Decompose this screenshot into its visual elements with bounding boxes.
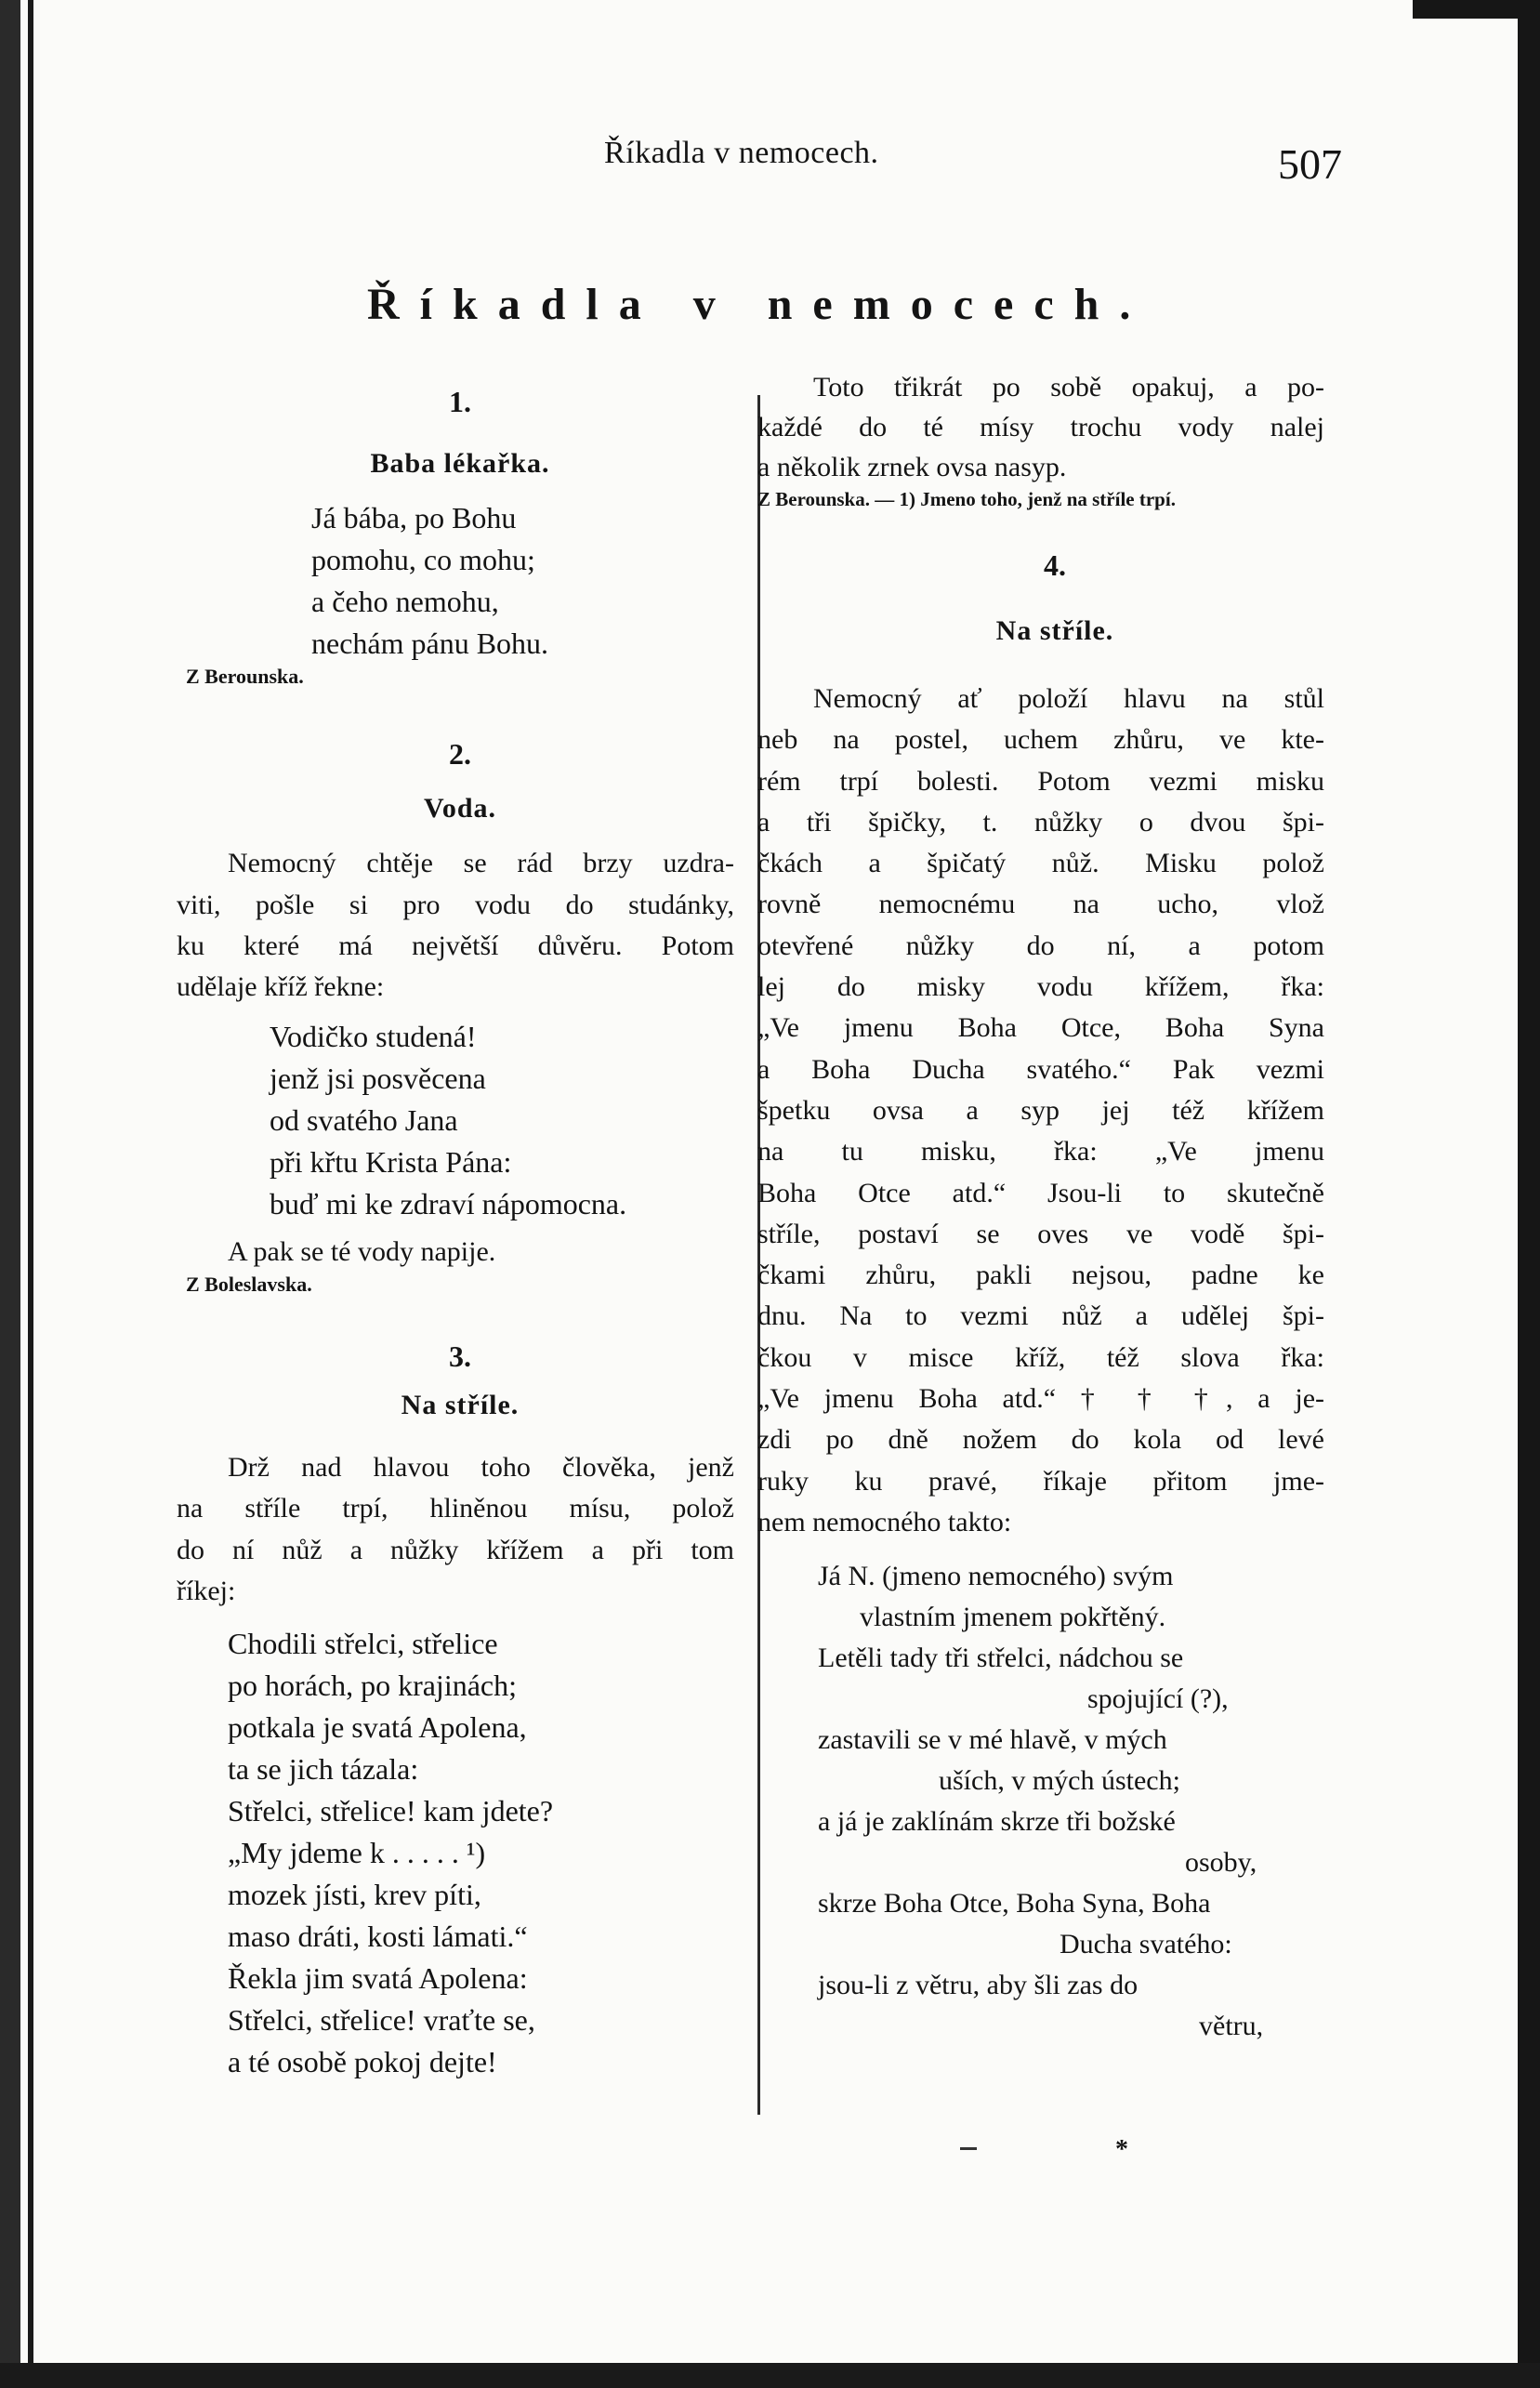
prose-line: na stříle trpí, hliněnou mísu, polož bbox=[177, 1493, 734, 1524]
prose-line: neb na postel, uchem zhůru, ve kte- bbox=[757, 724, 1324, 756]
scan-top-corner bbox=[1413, 0, 1540, 19]
right-column bbox=[757, 367, 1338, 2047]
prose-line: dnu. Na to vezmi nůž a udělej špi- bbox=[757, 1300, 1324, 1332]
section-number-1: 1. bbox=[449, 385, 471, 418]
prose-line: špetku ovsa a syp jej též křížem bbox=[757, 1094, 1324, 1126]
section-number-3: 3. bbox=[449, 1339, 471, 1373]
verse-line: uších, v mých ústech; bbox=[939, 1765, 1180, 1797]
verse-line: nechám pánu Bohu. bbox=[311, 627, 549, 660]
verse-line: Ducha svatého: bbox=[1060, 1929, 1232, 1960]
prose-line: a Boha Ducha svatého.“ Pak vezmi bbox=[757, 1053, 1324, 1085]
verse-3 bbox=[177, 1623, 744, 2083]
prose-line: ku které má největší důvěru. Potom bbox=[177, 930, 734, 961]
verse-line: větru, bbox=[1199, 2011, 1264, 2042]
prose-line: a tři špičky, t. nůžky o dvou špi- bbox=[757, 806, 1324, 838]
prose-3 bbox=[177, 1447, 734, 1612]
prose-line: ruky ku pravé, říkaje přitom jme- bbox=[757, 1465, 1324, 1497]
prose-line: a několik zrnek ovsa nasyp. bbox=[757, 452, 1067, 482]
scan-left-rule bbox=[28, 0, 33, 2388]
verse-line: a já je zaklínám skrze tři božské bbox=[818, 1806, 1176, 1838]
prose-line: rovně nemocnému na ucho, vlož bbox=[757, 889, 1324, 920]
verse-line: ta se jich tázala: bbox=[228, 1752, 419, 1787]
verse-line: Řekla jim svatá Apolena: bbox=[228, 1961, 528, 1996]
scan-left-edge bbox=[0, 0, 20, 2388]
prose-line: nem nemocného takto: bbox=[757, 1506, 1012, 1537]
verse-line: jenž jsi posvěcena bbox=[270, 1061, 486, 1095]
verse-line: a čeho nemohu, bbox=[311, 585, 499, 618]
section-subtitle-2: Voda. bbox=[423, 793, 497, 825]
verse-line: zastavili se v mé hlavě, v mých bbox=[818, 1724, 1167, 1756]
footnote: Z Berounska. — 1) Jmeno toho, jenž na stříle trpí. bbox=[757, 488, 1176, 510]
section-number-4: 4. bbox=[1044, 548, 1066, 582]
verse-line: Chodili střelci, střelice bbox=[228, 1627, 498, 1661]
verse-line: skrze Boha Otce, Boha Syna, Boha bbox=[818, 1888, 1211, 1920]
page-title: Říkadla v nemocech. bbox=[367, 280, 1152, 329]
left-column bbox=[177, 372, 744, 2083]
verse-line: buď mi ke zdraví nápomocna. bbox=[270, 1186, 627, 1220]
prose-line: „Ve jmenu Boha Otce, Boha Syna bbox=[757, 1012, 1324, 1044]
verse-line: vlastním jmenem pokřtěný. bbox=[860, 1602, 1166, 1633]
source-2: Z Boleslavska. bbox=[186, 1272, 312, 1296]
verse-line: Střelci, střelice! vraťte se, bbox=[228, 2003, 535, 2038]
scan-right-edge bbox=[1518, 0, 1540, 2388]
verse-line: pomohu, co mohu; bbox=[311, 543, 535, 576]
continued-prose bbox=[757, 367, 1324, 487]
prose-line: čkách a špičatý nůž. Misku polož bbox=[757, 848, 1324, 879]
verse-line: spojující (?), bbox=[1087, 1683, 1229, 1715]
verse-line: Já N. (jmeno nemocného) svým bbox=[818, 1561, 1174, 1592]
prose-line: otevřené nůžky do ní, a potom bbox=[757, 930, 1324, 961]
prose-line: Boha Otce atd.“ Jsou-li to skutečně bbox=[757, 1177, 1324, 1208]
source-1: Z Berounska. bbox=[186, 665, 304, 688]
prose-line: Toto třikrát po sobě opakuj, a po- bbox=[813, 372, 1324, 402]
verse-line: osoby, bbox=[1185, 1847, 1257, 1879]
after-verse-2: A pak se té vody napije. bbox=[228, 1235, 496, 1267]
page-number: 507 bbox=[1278, 140, 1342, 188]
prose-line: Drž nad hlavou toho člověka, jenž bbox=[228, 1451, 734, 1483]
prose-line: čkami zhůru, pakli nejsou, padne ke bbox=[757, 1260, 1324, 1291]
running-head: Říkadla v nemocech. bbox=[604, 136, 879, 170]
prose-line: udělaje kříž řekne: bbox=[177, 971, 385, 1003]
verse-line: jsou-li z větru, aby šli zas do bbox=[818, 1970, 1139, 2001]
prose-line: zdi po dně nožem do kola od levé bbox=[757, 1424, 1324, 1456]
verse-line: Já bába, po Bohu bbox=[311, 501, 517, 534]
verse-line: potkala je svatá Apolena, bbox=[228, 1710, 527, 1745]
verse-1 bbox=[177, 497, 744, 665]
section-subtitle-3: Na stříle. bbox=[401, 1389, 520, 1420]
prose-4 bbox=[757, 679, 1324, 1543]
prose-line: na tu misku, řka: „Ve jmenu bbox=[757, 1136, 1324, 1168]
prose-line: rém trpí bolesti. Potom vezmi misku bbox=[757, 765, 1324, 797]
signature-mark: * bbox=[1115, 2135, 1128, 2164]
prose-2 bbox=[177, 843, 734, 1008]
verse-line: po horách, po krajinách; bbox=[228, 1669, 517, 1703]
verse-line: Letěli tady tři střelci, nádchou se bbox=[818, 1643, 1184, 1674]
verse-line: mozek jísti, krev píti, bbox=[228, 1878, 481, 1912]
verse-line: a té osobě pokoj dejte! bbox=[228, 2045, 497, 2079]
verse-line: maso dráti, kosti lámati.“ bbox=[228, 1920, 528, 1954]
prose-line: „Ve jmenu Boha atd.“ † † †, a je- bbox=[757, 1383, 1324, 1415]
verse-line: „My jdeme k . . . . . ¹) bbox=[228, 1836, 486, 1870]
prose-line: lej do misky vodu křížem, řka: bbox=[757, 971, 1324, 1003]
verse-line: Střelci, střelice! kam jdete? bbox=[228, 1794, 554, 1828]
verse-line: Vodičko studená! bbox=[270, 1019, 477, 1053]
section-subtitle-4: Na stříle. bbox=[995, 615, 1114, 646]
prose-line: do ní nůž a nůžky křížem a při tom bbox=[177, 1534, 734, 1565]
prose-line: Nemocný ať položí hlavu na stůl bbox=[813, 683, 1324, 714]
prose-line: viti, pošle si pro vodu do studánky, bbox=[177, 889, 734, 920]
signature-dash bbox=[960, 2147, 977, 2150]
verse-line: při křtu Krista Pána: bbox=[270, 1144, 512, 1179]
prose-line: říkej: bbox=[177, 1575, 236, 1606]
section-number-2: 2. bbox=[449, 737, 471, 772]
section-subtitle-1: Baba lékařka. bbox=[370, 448, 550, 479]
prose-line: čkou v misce kříž, též slova řka: bbox=[757, 1341, 1324, 1373]
prose-line: každé do té mísy trochu vody nalej bbox=[757, 412, 1324, 442]
prose-line: Nemocný chtěje se rád brzy uzdra- bbox=[228, 848, 734, 879]
verse-2 bbox=[177, 1016, 744, 1225]
verse-line: od svatého Jana bbox=[270, 1102, 458, 1137]
verse-4 bbox=[771, 1556, 1338, 2047]
scan-bottom-edge bbox=[0, 2363, 1540, 2388]
prose-line: stříle, postaví se oves ve vodě špi- bbox=[757, 1218, 1324, 1249]
